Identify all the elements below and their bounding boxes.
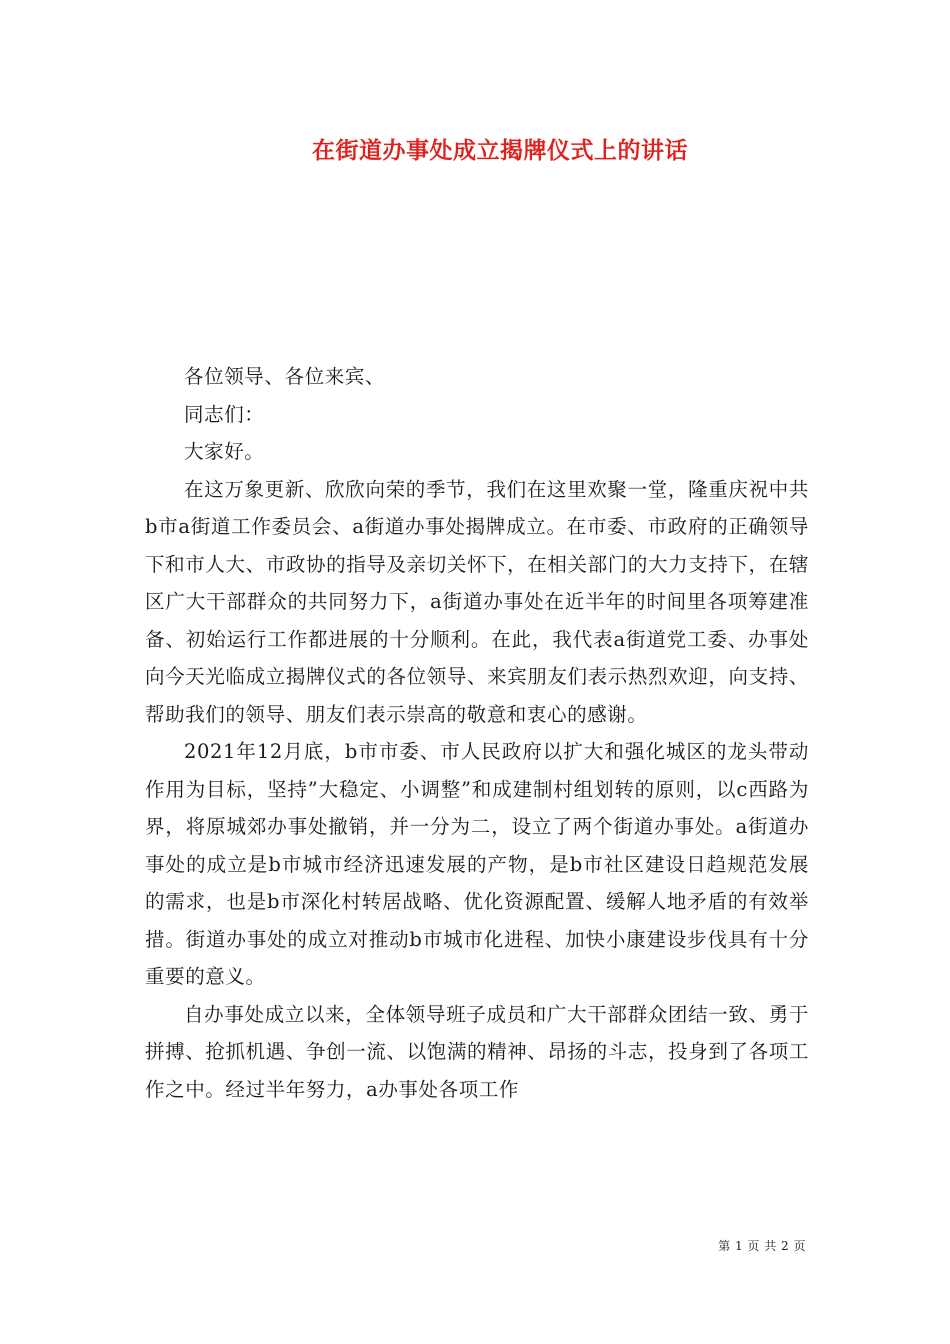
document-body — [145, 358, 809, 1108]
greeting-line: 各位领导、各位来宾、 — [184, 365, 386, 388]
greeting-line: 大家好。 — [184, 440, 265, 463]
body-paragraph: 自办事处成立以来，全体领导班子成员和广大干部群众团结一致、勇于拼搏、抢抓机遇、争创一流、以饱满的精神、昂扬的斗志，投身到了各项工作之中。经过半年努力，a办事处各项工作 — [145, 1002, 809, 1101]
body-paragraph: 2021年12月底，b市市委、市人民政府以扩大和强化城区的龙头带动作用为目标，坚持”大稳定、小调整”和成建制村组划转的原则，以c西路为界，将原城郊办事处撤销，并一分为二，设立了两个街道办事处。a街道办事处的成立是b市城市经济迅速发展的产物，是b市社区建设日趋规范发展的需求，也是b市深化村转居战略、优化资源配置、缓解人地矛盾的有效举措。街道办事处的成立对推动b市城市化进程、加快小康建设步伐具有十分重要的意义。 — [145, 740, 809, 988]
greeting-line: 同志们： — [184, 402, 265, 426]
document-title: 在街道办事处成立揭牌仪式上的讲话 — [312, 137, 688, 164]
page-number-footer: 第 1 页 共 2 页 — [718, 1239, 806, 1253]
body-paragraph: 在这万象更新、欣欣向荣的季节，我们在这里欢聚一堂，隆重庆祝中共b市a街道工作委员会、a街道办事处揭牌成立。在市委、市政府的正确领导下和市人大、市政协的指导及亲切关怀下，在相关部门的大力支持下，在辖区广大干部群众的共同努力下，a街道办事处在近半年的时间里各项筹建准备、初始运行工作都进展的十分顺利。在此，我代表a街道党工委、办事处向今天光临成立揭牌仪式的各位领导、来宾朋友们表示热烈欢迎，向支持、帮助我们的领导、朋友们表示崇高的敬意和衷心的感谢。 — [145, 477, 809, 726]
